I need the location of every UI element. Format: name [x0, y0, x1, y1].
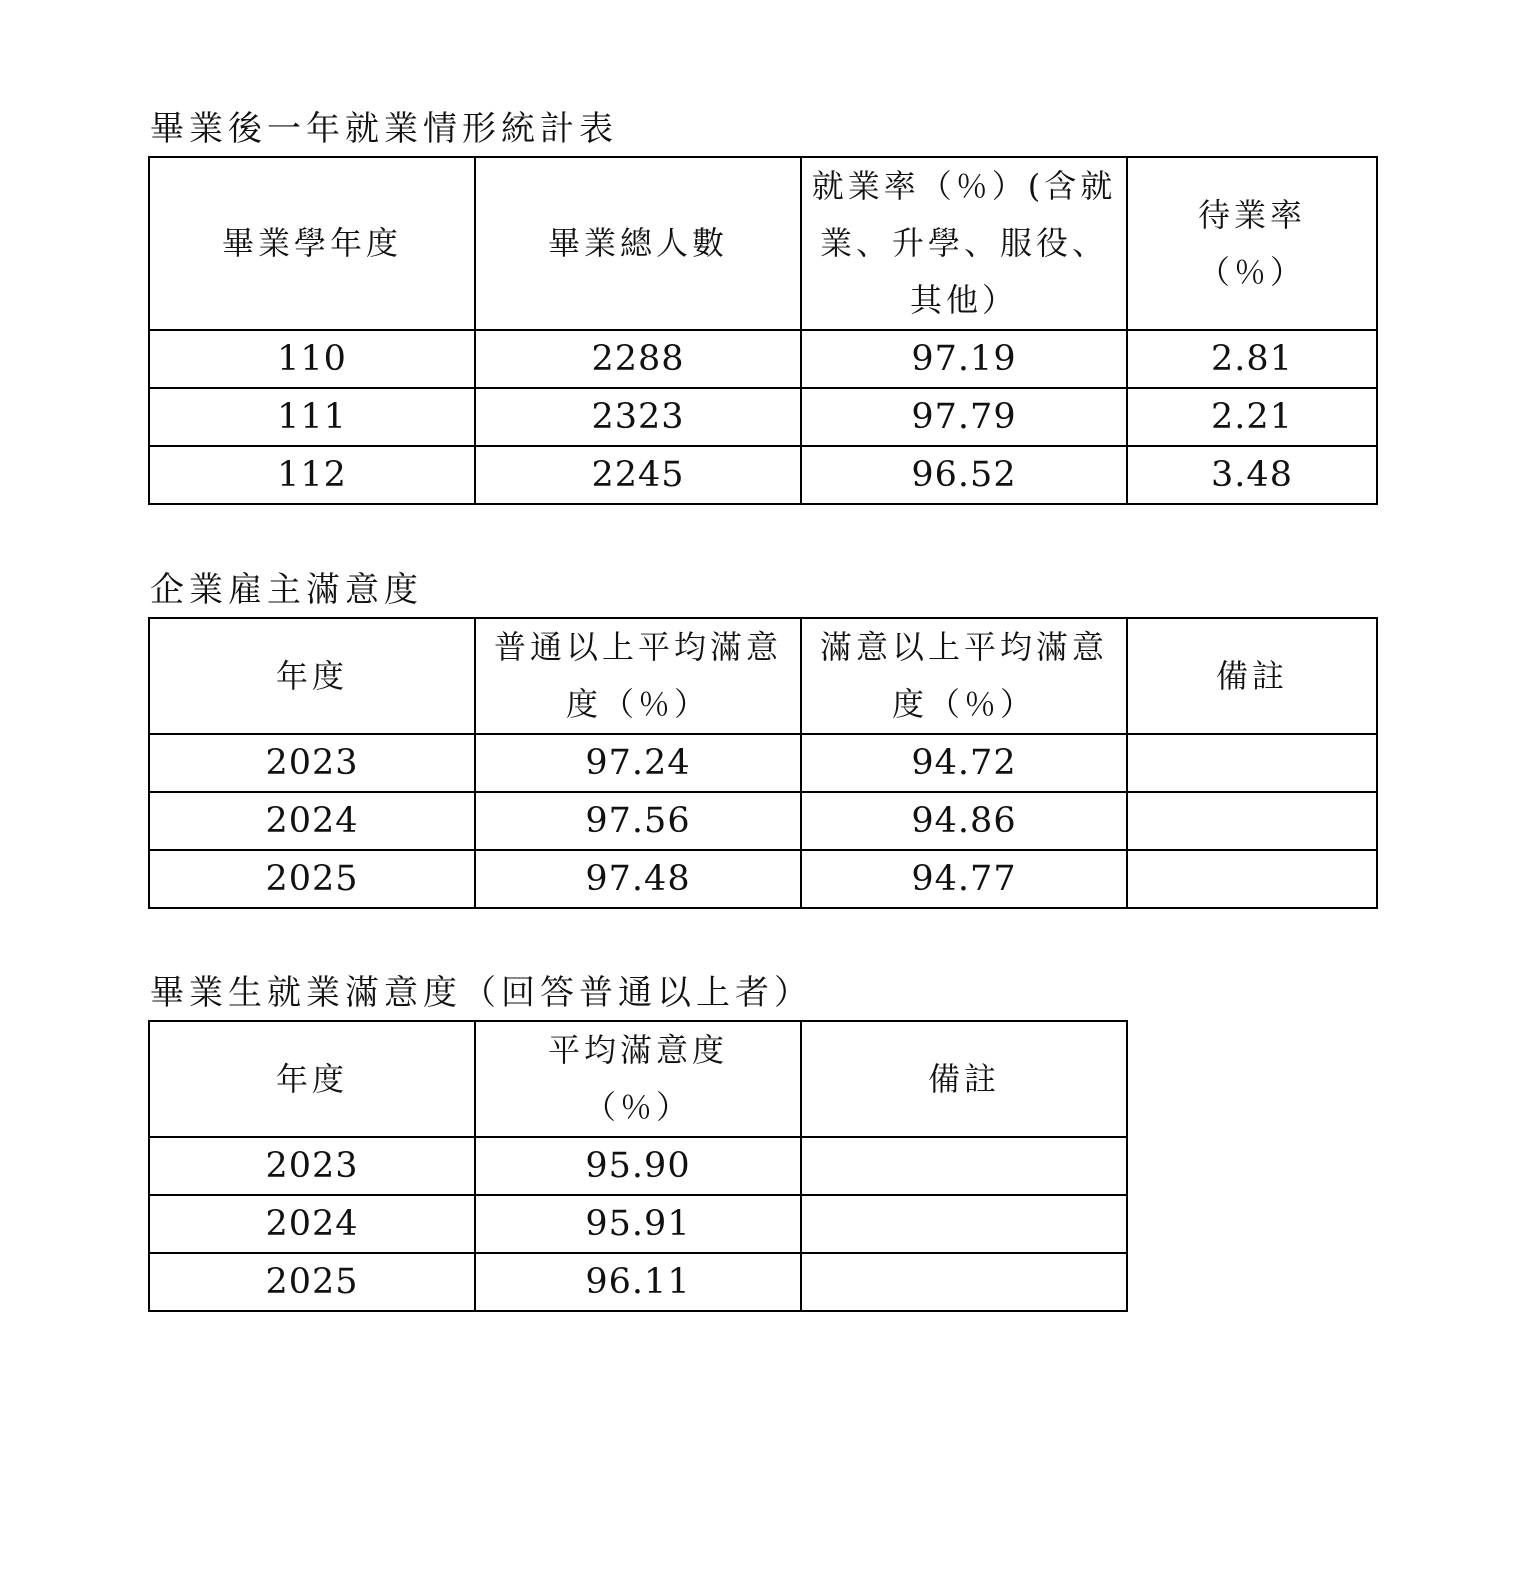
cell-satisfied-satisfaction: 94.86	[801, 792, 1127, 850]
header-remarks: 備註	[801, 1021, 1127, 1137]
employment-caption: 畢業後一年就業情形統計表	[150, 109, 618, 149]
cell-year: 2024	[149, 1195, 475, 1253]
cell-remarks	[1127, 734, 1377, 792]
cell-remarks	[801, 1253, 1127, 1311]
header-year: 年度	[149, 1021, 475, 1137]
cell-average-satisfaction: 95.90	[475, 1137, 801, 1195]
header-average-satisfaction: 平均滿意度（％）	[475, 1021, 801, 1137]
table-row	[149, 850, 1377, 908]
employment-table	[148, 156, 1378, 505]
cell-employment-rate: 96.52	[801, 446, 1127, 504]
cell-total: 2288	[475, 330, 801, 388]
employer-section	[148, 569, 1378, 909]
employment-header-row	[149, 157, 1377, 330]
cell-year: 2025	[149, 1253, 475, 1311]
cell-unemployment-rate: 3.48	[1127, 446, 1377, 504]
header-employment-rate: 就業率（％）(含就業、升學、服役、其他）	[801, 157, 1127, 330]
employer-header-row	[149, 618, 1377, 734]
employment-section	[148, 108, 1378, 505]
graduate-section	[148, 972, 1128, 1312]
table-row	[149, 446, 1377, 504]
header-average-satisfaction: 普通以上平均滿意度（％）	[475, 618, 801, 734]
cell-remarks	[1127, 792, 1377, 850]
table-row	[149, 1195, 1127, 1253]
cell-average-satisfaction: 97.56	[475, 792, 801, 850]
cell-employment-rate: 97.79	[801, 388, 1127, 446]
table-row	[149, 734, 1377, 792]
cell-total: 2323	[475, 388, 801, 446]
cell-average-satisfaction: 97.24	[475, 734, 801, 792]
table-row	[149, 388, 1377, 446]
cell-average-satisfaction: 95.91	[475, 1195, 801, 1253]
cell-year: 2023	[149, 1137, 475, 1195]
cell-satisfied-satisfaction: 94.77	[801, 850, 1127, 908]
header-year: 年度	[149, 618, 475, 734]
graduate-caption: 畢業生就業滿意度（回答普通以上者）	[150, 973, 813, 1013]
cell-total: 2245	[475, 446, 801, 504]
cell-satisfied-satisfaction: 94.72	[801, 734, 1127, 792]
cell-year: 110	[149, 330, 475, 388]
cell-unemployment-rate: 2.81	[1127, 330, 1377, 388]
cell-employment-rate: 97.19	[801, 330, 1127, 388]
cell-average-satisfaction: 97.48	[475, 850, 801, 908]
cell-year: 2025	[149, 850, 475, 908]
table-row	[149, 1137, 1127, 1195]
cell-remarks	[801, 1195, 1127, 1253]
header-graduation-year: 畢業學年度	[149, 157, 475, 330]
cell-year: 2023	[149, 734, 475, 792]
cell-average-satisfaction: 96.11	[475, 1253, 801, 1311]
cell-year: 2024	[149, 792, 475, 850]
graduate-table	[148, 1020, 1128, 1312]
cell-year: 111	[149, 388, 475, 446]
employer-table	[148, 617, 1378, 909]
header-unemployment-rate: 待業率（％）	[1127, 157, 1377, 330]
header-total-graduates: 畢業總人數	[475, 157, 801, 330]
table-row	[149, 792, 1377, 850]
cell-unemployment-rate: 2.21	[1127, 388, 1377, 446]
cell-remarks	[801, 1137, 1127, 1195]
cell-remarks	[1127, 850, 1377, 908]
header-satisfied-satisfaction: 滿意以上平均滿意度（％）	[801, 618, 1127, 734]
table-row	[149, 330, 1377, 388]
graduate-header-row	[149, 1021, 1127, 1137]
cell-year: 112	[149, 446, 475, 504]
table-row	[149, 1253, 1127, 1311]
employer-caption: 企業雇主滿意度	[150, 570, 423, 610]
header-remarks: 備註	[1127, 618, 1377, 734]
